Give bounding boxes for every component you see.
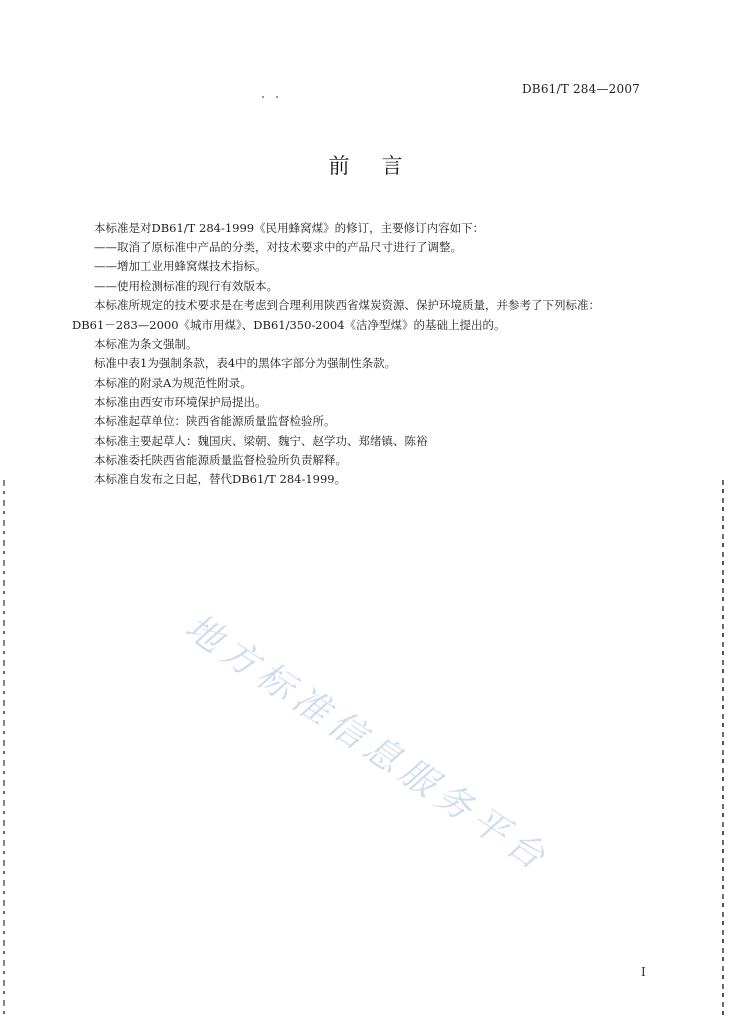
paragraph-line: ——增加工业用蜂窝煤技术指标。 [94,259,267,273]
paragraph-line: 本标准委托陕西省能源质量监督检验所负责解释。 [94,453,347,467]
page-title: 前言 [328,154,435,178]
scan-speck [276,96,278,98]
paragraph-line: 本标准所规定的技术要求是在考虑到合理利用陕西省煤炭资源、保护环境质量，并参考了下列标准： [94,298,600,312]
scan-edge-left [3,480,5,1020]
scan-speck [262,96,264,98]
paragraph-line: 本标准由西安市环境保护局提出。 [94,395,267,409]
document-number: DB61/T 284—2007 [521,82,640,96]
paragraph-line: 本标准为条文强制。 [94,337,198,351]
paragraph-line: 本标准主要起草人：魏国庆、梁朝、魏宁、赵学功、郑绪镇、陈裕 [94,434,428,448]
paragraph-line: 本标准起草单位：陕西省能源质量监督检验所。 [94,414,336,428]
watermark-text: 地方标准信息服务平台 [177,606,558,882]
paragraph-line: 标准中表1为强制条款，表4中的黑体字部分为强制性条款。 [94,356,397,370]
paragraph-line: 本标准的附录A为规范性附录。 [94,376,252,390]
paragraph-line: ——取消了原标准中产品的分类，对技术要求中的产品尺寸进行了调整。 [94,240,462,254]
paragraph-line: DB61－283—2000《城市用煤》、DB61/350-2004《洁净型煤》的基础上提出的。 [72,318,506,332]
scan-edge-right [722,480,724,1020]
paragraph-line: ——使用检测标准的现行有效版本。 [94,279,278,293]
paragraph-line: 本标准自发布之日起，替代DB61/T 284-1999。 [94,472,347,486]
page-number: I [641,965,646,979]
paragraph-line: 本标准是对DB61/T 284-1999《民用蜂窝煤》的修订，主要修订内容如下： [94,221,485,235]
